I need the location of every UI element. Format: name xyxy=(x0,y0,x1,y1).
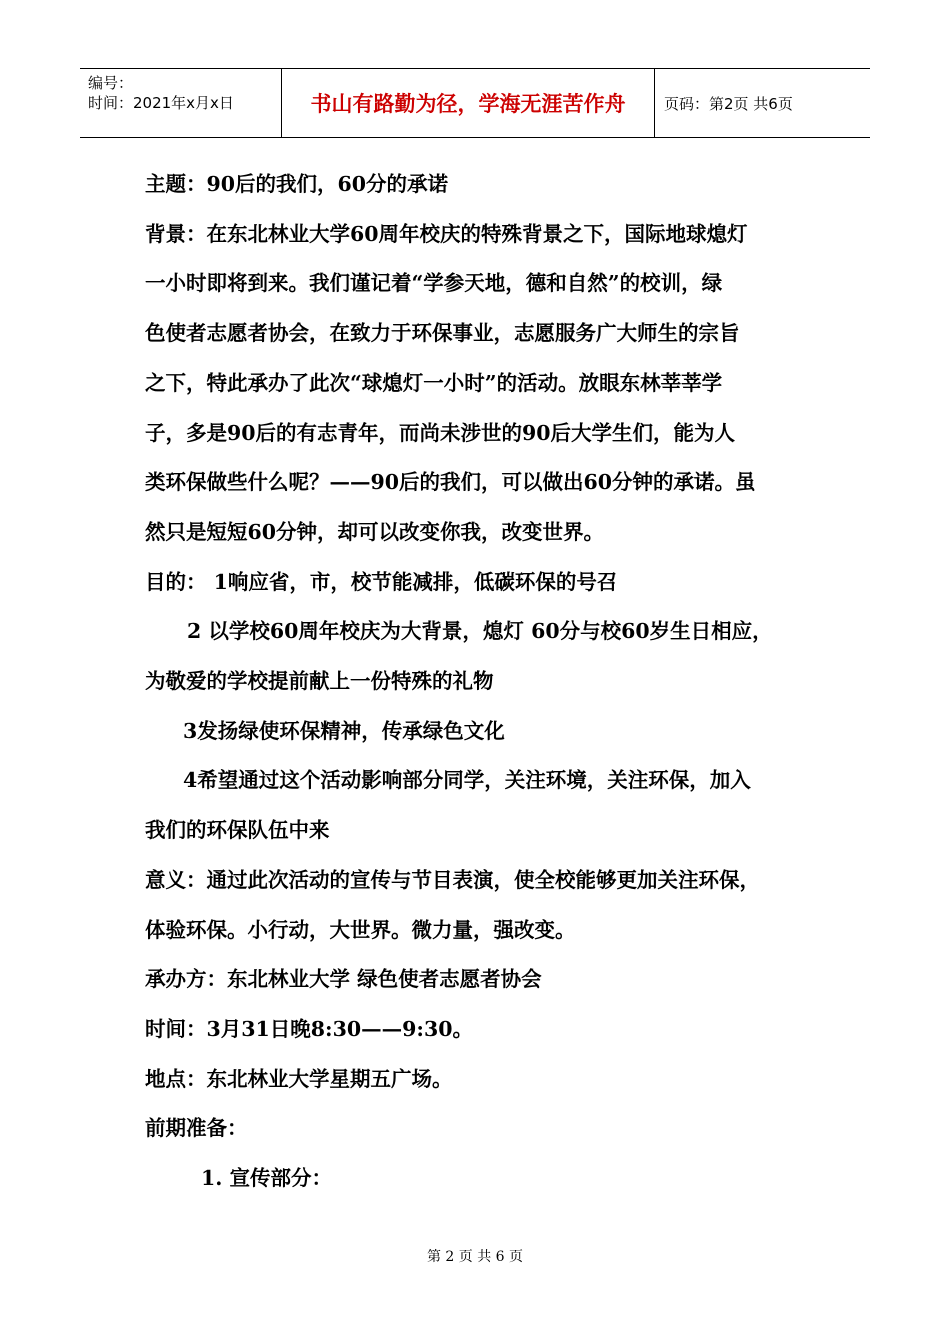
preparation-item: 1. 宣传部分： xyxy=(201,1166,333,1191)
purpose-item: 4希望通过这个活动影响部分同学，关注环境，关注环保，加入 xyxy=(183,768,751,793)
page-footer: 第 2 页 共 6 页 xyxy=(426,1249,524,1265)
background-line: 背景：在东北林业大学60周年校庆的特殊背景之下，国际地球熄灯 xyxy=(145,221,748,246)
document-body xyxy=(145,160,825,1204)
purpose-line: 目的： 1响应省，市，校节能减排，低碳环保的号召 xyxy=(145,569,618,594)
purpose-item: 3发扬绿使环保精神，传承绿色文化 xyxy=(183,718,505,743)
number-label: 编号： xyxy=(88,74,134,92)
preparation-heading: 前期准备： xyxy=(145,1116,248,1141)
purpose-item: 我们的环保队伍中来 xyxy=(145,818,330,843)
background-line: 然只是短短60分钟，却可以改变你我，改变世界。 xyxy=(145,519,605,544)
header-meta xyxy=(80,69,282,137)
background-line: 一小时即将到来。我们谨记着“学参天地，德和自然”的校训，绿 xyxy=(145,271,723,296)
header-page-label: 页码：第2页 共6页 xyxy=(664,94,793,113)
meaning-line: 体验环保。小行动，大世界。微力量，强改变。 xyxy=(145,917,576,942)
header-motto: 书山有路勤为径，学海无涯苦作舟 xyxy=(282,69,655,137)
purpose-item: 为敬爱的学校提前献上一份特殊的礼物 xyxy=(145,669,494,694)
time-line: 时间：3月31日晚8:30——9:30。 xyxy=(145,1016,474,1041)
background-line: 色使者志愿者协会，在致力于环保事业，志愿服务广大师生的宗旨 xyxy=(145,321,740,346)
background-line: 子，多是90后的有志青年，而尚未涉世的90后大学生们，能为人 xyxy=(145,420,736,445)
organizer-line: 承办方：东北林业大学 绿色使者志愿者协会 xyxy=(145,967,542,992)
background-line: 类环保做些什么呢？——90后的我们，可以做出60分钟的承诺。虽 xyxy=(145,470,756,495)
time-label: 时间：2021年x月x日 xyxy=(88,94,234,112)
background-line: 之下，特此承办了此次“球熄灯一小时”的活动。放眼东林莘莘学 xyxy=(145,370,723,395)
location-line: 地点：东北林业大学星期五广场。 xyxy=(145,1066,453,1091)
meaning-line: 意义：通过此次活动的宣传与节目表演，使全校能够更加关注环保， xyxy=(145,867,760,892)
theme-line: 主题：90后的我们，60分的承诺 xyxy=(145,172,449,196)
purpose-item: 2 以学校60周年校庆为大背景，熄灯 60分与校60岁生日相应， xyxy=(187,619,773,644)
page-header xyxy=(80,68,870,138)
